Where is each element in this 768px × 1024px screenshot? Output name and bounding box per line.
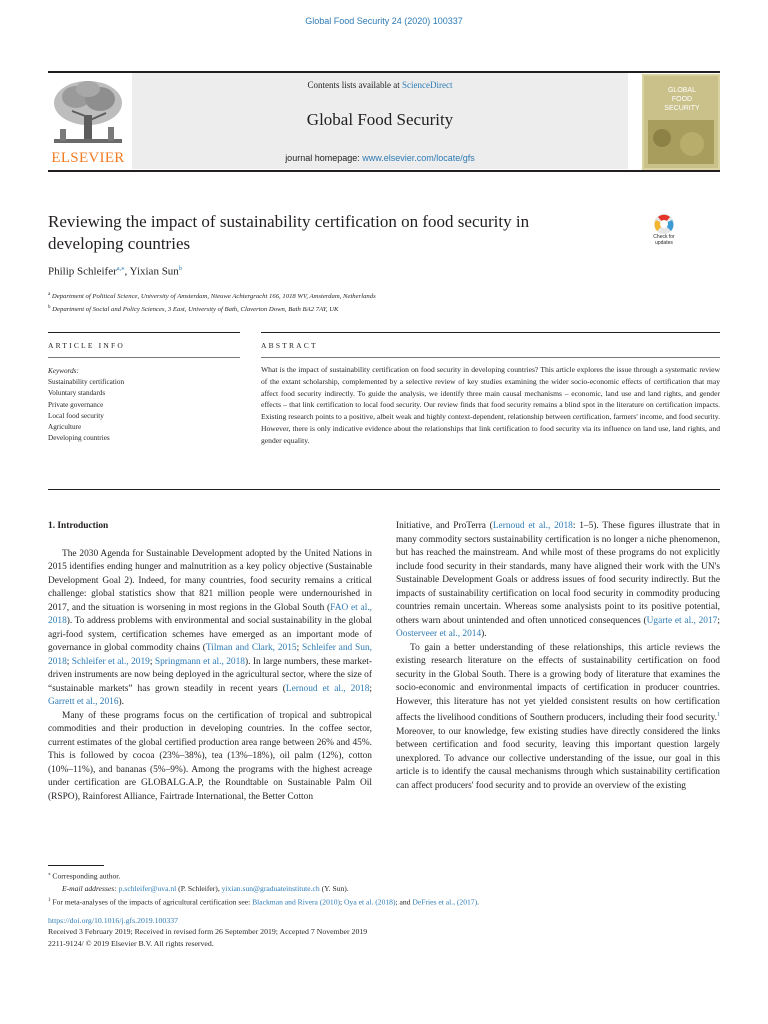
abstract-text: What is the impact of sustainability certification on food security in developing countries? This article explores the issue through a systematic review of the extant scholarship, complemented by a selective review of key studies examining the wider socio-economic effects of certification that may affect food security indirectly. To guide the analysis, we identify three main causal mechanisms – economic, land use and land rights, and gender effects – that link certification to local food security. Our review finds that food security remains a blind spot in the literature on certification impacts. Existing research points to a positive, albeit weak and highly context-dependent, relationship between certification, farmers' income, and food security. However, there is only indicative evidence about the relationships that link certification to food security via its influence on land use, land rights, and gender equality.	[261, 365, 720, 445]
email-link[interactable]: p.schleifer@uva.nl	[118, 883, 177, 893]
journal-reference[interactable]: Global Food Security 24 (2020) 100337	[305, 16, 463, 26]
cover-title-1: GLOBAL	[667, 87, 697, 94]
corresponding-author-note	[48, 869, 720, 883]
affiliation-mark: a	[48, 292, 51, 297]
article-info-subrule	[48, 357, 240, 358]
abstract-heading: ABSTRACT	[261, 341, 318, 350]
keyword-item: Local food security	[48, 411, 104, 420]
intro-paragraph-2-cont	[396, 520, 720, 642]
keyword-item: Developing countries	[48, 434, 110, 443]
author-affiliation-mark[interactable]: b	[178, 265, 183, 272]
keyword-item: Private governance	[48, 400, 104, 409]
affiliation-a	[48, 289, 720, 302]
text-run: ;	[66, 656, 72, 667]
footnote-mark-link[interactable]: 1	[717, 712, 720, 718]
footnote-mark: 1	[48, 897, 51, 903]
text-run: To gain a better understanding of these relationships, this article reviews the existing research literature on the effects of sustainability certification on food security in the Global South. There is a growing body of literature that examines the socio-economic and environmental impacts of certification in producer countries. However, this literature has not yet yielded consistent results on how certification affects the livelihood conditions of Southern producers, including their food security.	[396, 642, 720, 724]
body-column-left	[48, 520, 372, 804]
affiliation-mark: b	[48, 305, 51, 311]
cover-title-2: FOOD	[671, 96, 693, 103]
section-heading: 1. Introduction	[48, 521, 109, 531]
text-run: ).	[118, 697, 125, 707]
email-note	[62, 883, 720, 895]
article-history: Received 3 February 2019; Received in revised form 26 September 2019; Accepted 7 November 2019	[48, 927, 368, 937]
affiliation-b	[48, 302, 720, 315]
masthead	[132, 73, 628, 169]
author-list	[48, 264, 182, 278]
citation-link[interactable]: Lernoud et al., 2018	[492, 521, 573, 531]
intro-paragraph-1	[48, 548, 372, 710]
elsevier-tree-icon	[48, 77, 128, 149]
copyright: 2211-9124/ © 2019 Elsevier B.V. All rights reserved.	[48, 938, 214, 948]
email-owner: (P. Schleifer),	[176, 883, 222, 893]
author-affiliation-mark[interactable]: a,⁎	[116, 265, 125, 272]
intro-paragraph-3	[396, 642, 720, 794]
elsevier-logo	[48, 77, 128, 167]
body-column-right	[396, 520, 720, 793]
footnote-rule	[48, 865, 104, 866]
author-separator: ,	[124, 265, 130, 278]
affiliation-text: Department of Social and Policy Sciences, 3 East, University of Bath, Claverton Down, Bath BA2 7AY, UK	[52, 306, 339, 314]
text-run: ). To address problems with environmental and social sustainability in the global agri-food system, certification schemes have emerged as an important mode of governance in global commodity chains (	[48, 616, 372, 653]
text-run: ;	[149, 656, 155, 667]
homepage-line	[132, 153, 628, 163]
text-run: ). In large numbers, these market-driven instruments are now being deployed in the agricultural sector, where the size of “sustainable markets” has grown steadily in recent years (	[48, 656, 372, 694]
publication-info	[48, 915, 720, 949]
publisher-wordmark: ELSEVIER	[51, 150, 125, 166]
citation-link[interactable]: Oosterveer et al., 2014	[396, 629, 482, 639]
text-run: ;	[717, 615, 720, 626]
footnotes	[48, 869, 720, 908]
keyword-item: Voluntary standards	[48, 389, 106, 398]
contents-line	[132, 80, 628, 90]
article-info-rule	[48, 332, 240, 333]
doi-link[interactable]: https://doi.org/10.1016/j.gfs.2019.100337	[48, 916, 179, 925]
email-label: E-mail addresses:	[62, 883, 117, 893]
citation-link[interactable]: Schleifer and Sun, 2018	[48, 643, 372, 667]
keyword-item: Agriculture	[48, 423, 82, 432]
abstract-rule	[261, 332, 720, 333]
cover-title-3: SECURITY	[664, 105, 700, 112]
text-run: ;	[369, 683, 373, 694]
contents-prefix: Contents lists available at	[307, 80, 402, 90]
crossmark-label	[643, 235, 685, 246]
crossmark-icon	[643, 213, 685, 235]
sciencedirect-link[interactable]: ScienceDirect	[402, 80, 453, 90]
footnote-text: .	[477, 897, 480, 907]
homepage-prefix: journal homepage:	[285, 153, 363, 163]
footnote-1	[48, 895, 720, 909]
crossmark-label-2: updates	[655, 239, 673, 246]
citation-link[interactable]: Oya et al. (2018)	[344, 897, 396, 907]
affiliation-text: Department of Political Science, University of Amsterdam, Nieuwe Achtergracht 166, 1018 WV, Amsterdam, Netherlands	[51, 293, 376, 301]
text-run: Initiative, and ProTerra (	[396, 521, 493, 531]
abstract-subrule	[261, 357, 720, 358]
footnote-text: For meta-analyses of the impacts of agricultural certification see:	[52, 897, 253, 907]
text-run: : 1–5). These figures illustrate that in many commodity sectors sustainability certification is no longer a niche phenomenon, but has reached the mainstream. And while most of these programs do not explicitly include food security in their standards, many have aligned their work with the UN's Sustainable Development Goals or address issues of food security indirectly. But the impacts of sustainability certification on local food security in commodity producing countries remain uncertain. Whereas some analysists point to its positive potential, others warn about unintended and often unnoticed consequences (	[396, 521, 720, 626]
footnote-text: ;	[340, 897, 345, 907]
journal-cover	[642, 74, 720, 170]
citation-link[interactable]: Springmann et al., 2018	[154, 656, 245, 667]
body-rule	[48, 489, 720, 490]
citation-link[interactable]: Lernoud et al., 2018	[285, 683, 370, 694]
footnote-mark: ⁎	[48, 872, 51, 877]
crossmark-label-1: Check for	[653, 234, 675, 240]
citation-link[interactable]: DeFries et al., (2017)	[412, 897, 478, 907]
article-info-heading: ARTICLE INFO	[48, 341, 125, 350]
citation-link[interactable]: Blackman and Rivera (2010)	[252, 897, 341, 907]
citation-link[interactable]: Schleifer et al., 2019	[71, 656, 150, 667]
email-link[interactable]: yixian.sun@graduateinstitute.ch	[221, 883, 320, 893]
text-run: ;	[296, 643, 303, 653]
text-run: The 2030 Agenda for Sustainable Development adopted by the United Nations in 2015 identifies ending hunger and malnutrition as a key policy objective (Sustainable Development Goal 2). Indeed, for many countries, food security remains a critical challenge: global statistics show that 821 million people were undernourished in 2017, and the situation is worsening in most regions in the Global South (	[48, 548, 372, 613]
intro-paragraph-2: Many of these programs focus on the certification of tropical and subtropical commodities and their production in developing countries. In the coffee sector, current estimates of the global certified production area range between 26% and 45%. This is followed by cocoa (23%–38%), tea (13%–18%), oil palm (12%), cotton (10%–11%), and bananas (5%–9%). Among the programs with the highest acreage under certification are GLOBALG.A.P, the Roundtable on Sustainable Palm Oil (RSPO), Rainforest Alliance, Fairtrade International, the Better Cotton	[48, 710, 372, 802]
keywords-block	[48, 366, 240, 444]
keywords-label: Keywords:	[48, 367, 79, 375]
email-owner: (Y. Sun).	[319, 883, 349, 893]
footnote-text: Corresponding author.	[52, 871, 121, 881]
footnote-text: ; and	[395, 897, 413, 907]
author-name: Philip Schleifer	[48, 265, 117, 278]
citation-link[interactable]: Ugarte et al., 2017	[646, 615, 718, 626]
author-name: Yixian Sun	[129, 265, 179, 278]
cover-image-icon	[642, 74, 720, 170]
header-rule-bottom	[48, 170, 720, 172]
homepage-link[interactable]: www.elsevier.com/locate/gfs	[362, 153, 475, 163]
keyword-item: Sustainability certification	[48, 378, 125, 387]
article-title: Reviewing the impact of sustainability certification on food security in developing countries	[48, 212, 530, 253]
citation-link[interactable]: Tilman and Clark, 2015	[205, 643, 297, 653]
citation-link[interactable]: FAO et al., 2018	[48, 602, 373, 626]
text-run: Moreover, to our knowledge, few existing studies have directly considered the links between certification and food security, leaving this important question largely unexplored. To advance our collective understanding of the issue, our goal in this article is to identify the causal mechanisms through which sustainability certification can affect producers' food security and to provide an overview of the existing	[396, 726, 720, 791]
citation-link[interactable]: Garrett et al., 2016	[48, 697, 119, 707]
journal-title: Global Food Security	[306, 110, 454, 129]
crossmark-badge[interactable]	[643, 213, 685, 255]
text-run: ).	[481, 629, 487, 639]
affiliations	[48, 289, 720, 315]
journal-header	[48, 71, 720, 171]
